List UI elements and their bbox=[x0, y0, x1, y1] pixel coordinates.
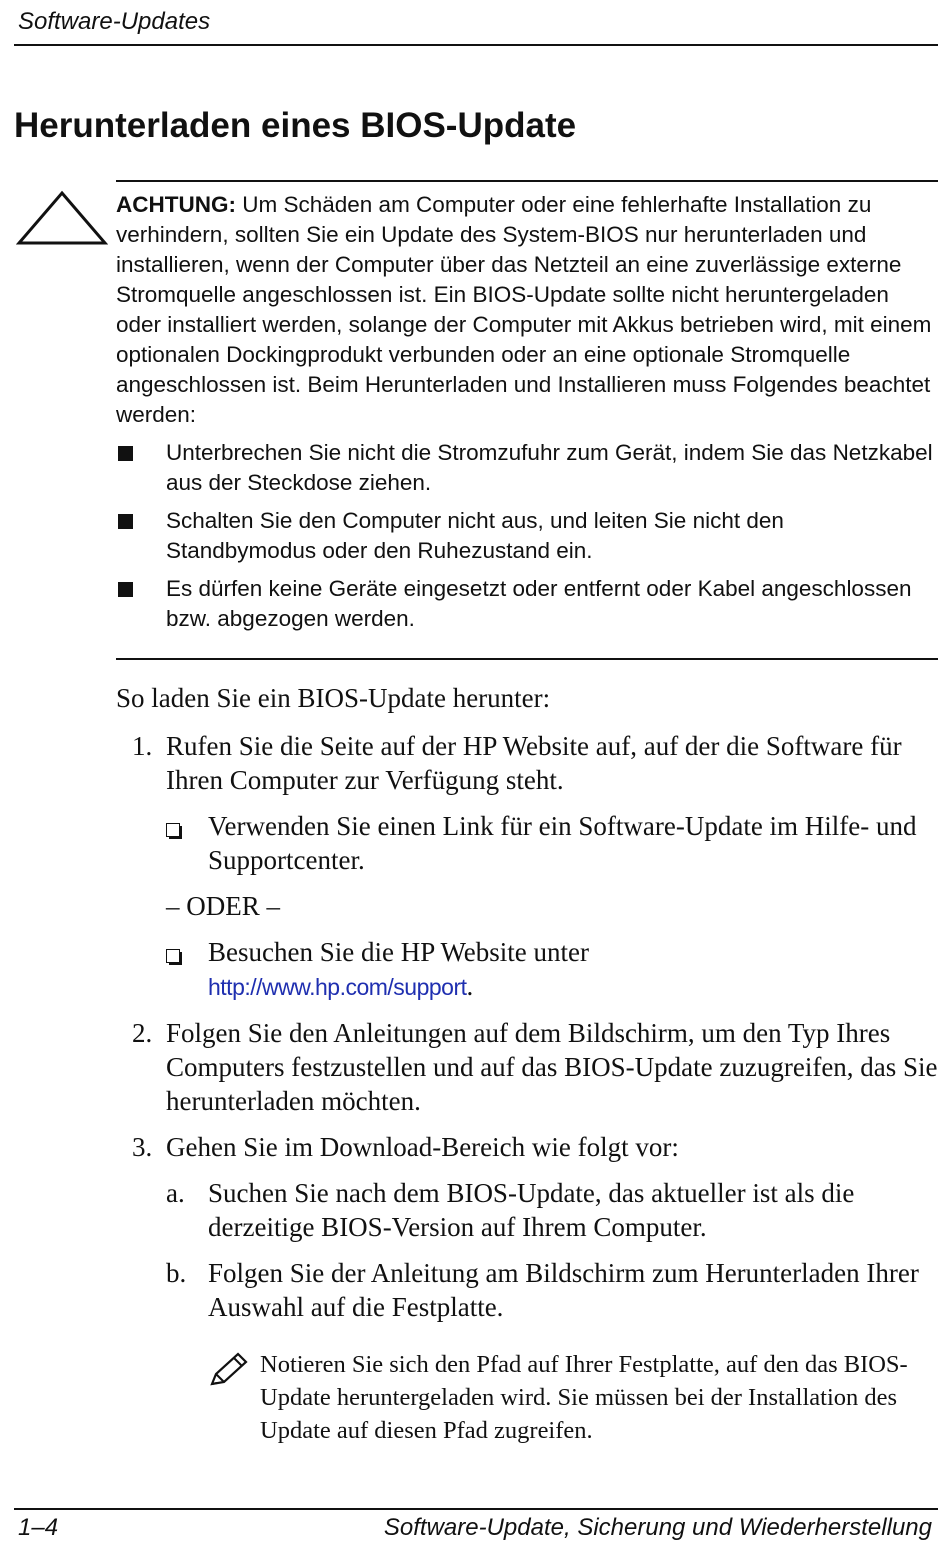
option-item bbox=[166, 935, 940, 1004]
option-item bbox=[166, 809, 940, 877]
step-2 bbox=[116, 1016, 940, 1118]
support-link[interactable]: http://www.hp.com/support bbox=[208, 974, 467, 1000]
page-number: 1–4 bbox=[18, 1514, 59, 1541]
checkbox-bullet-icon bbox=[166, 949, 180, 963]
footer-rule bbox=[14, 1508, 938, 1510]
bullet-square-icon bbox=[118, 582, 133, 597]
pencil-note-icon bbox=[208, 1352, 248, 1388]
page-title: Herunterladen eines BIOS-Update bbox=[14, 106, 577, 145]
caution-bullet bbox=[116, 574, 940, 634]
caution-text: Um Schäden am Computer oder eine fehlerhafte Installation zu verhindern, sollten Sie ein Update des System-BIOS nur herunterladen und installieren, wenn der Computer über das Netzteil an eine zuverlässige externe Stromquelle angeschlossen ist. Ein BIOS-Update sollte nicht heruntergeladen oder installiert werden, solange der Computer mit Akkus betrieben wird, mit einem optionalen Dockingprodukt verbunden oder an eine optionale Stromquelle angeschlossen ist. Beim Herunterladen und Installieren muss Folgendes beachtet werden: bbox=[116, 192, 932, 427]
step-text: Folgen Sie den Anleitungen auf dem Bildschirm, um den Typ Ihres Computers festzustellen und auf das BIOS-Update zuzugreifen, das Sie herunterladen möchten. bbox=[166, 1018, 938, 1116]
steps-list bbox=[116, 729, 940, 1336]
substep-b bbox=[166, 1256, 940, 1324]
note-box bbox=[208, 1348, 908, 1447]
header-rule bbox=[14, 44, 938, 46]
caution-bottom-rule bbox=[116, 658, 938, 660]
step-1 bbox=[116, 729, 940, 1004]
procedure-intro: So laden Sie ein BIOS-Update herunter: bbox=[116, 683, 551, 713]
substep-letter: b. bbox=[166, 1258, 187, 1288]
checkbox-bullet-icon bbox=[166, 823, 180, 837]
bullet-square-icon bbox=[118, 446, 133, 461]
step-number: 2. bbox=[132, 1018, 153, 1048]
caution-label: ACHTUNG: bbox=[116, 192, 236, 217]
footer-title: Software-Update, Sicherung und Wiederherstellung bbox=[383, 1514, 932, 1541]
caution-bullet-text: Schalten Sie den Computer nicht aus, und leiten Sie nicht den Standbymodus oder den Ruhezustand ein. bbox=[166, 508, 784, 563]
running-header: Software-Updates bbox=[18, 8, 211, 35]
caution-top-rule bbox=[116, 180, 938, 182]
substep-letter: a. bbox=[166, 1178, 185, 1208]
substep-a bbox=[166, 1176, 940, 1244]
caution-paragraph bbox=[116, 190, 940, 430]
caution-box bbox=[116, 190, 940, 634]
substep-text: Folgen Sie der Anleitung am Bildschirm zum Herunterladen Ihrer Auswahl auf die Festplatte. bbox=[208, 1258, 919, 1322]
caution-bullet bbox=[116, 438, 940, 498]
note-text: Notieren Sie sich den Pfad auf Ihrer Festplatte, auf den das BIOS-Update heruntergeladen wird. Sie müssen bei der Installation des Update auf diesen Pfad zugreifen. bbox=[260, 1351, 908, 1444]
caution-bullet-text: Es dürfen keine Geräte eingesetzt oder entfernt oder Kabel angeschlossen bzw. abgezogen werden. bbox=[166, 576, 912, 631]
substep-text: Suchen Sie nach dem BIOS-Update, das aktueller ist als die derzeitige BIOS-Version auf Ihrem Computer. bbox=[208, 1178, 855, 1242]
step-text: Rufen Sie die Seite auf der HP Website auf, auf der die Software für Ihren Computer zur Verfügung steht. bbox=[166, 731, 902, 795]
or-separator: – ODER – bbox=[166, 891, 280, 921]
step-number: 3. bbox=[132, 1132, 153, 1162]
warning-triangle-icon bbox=[16, 190, 108, 246]
link-period: . bbox=[466, 971, 474, 1001]
caution-bullet bbox=[116, 506, 940, 566]
step-3 bbox=[116, 1130, 940, 1324]
option-text: Verwenden Sie einen Link für ein Software-Update im Hilfe- und Supportcenter. bbox=[208, 811, 917, 875]
option-text: Besuchen Sie die HP Website unter bbox=[208, 937, 590, 967]
caution-bullet-text: Unterbrechen Sie nicht die Stromzufuhr zum Gerät, indem Sie das Netzkabel aus der Steckdose ziehen. bbox=[166, 440, 933, 495]
step-number: 1. bbox=[132, 731, 153, 761]
bullet-square-icon bbox=[118, 514, 133, 529]
step-text: Gehen Sie im Download-Bereich wie folgt vor: bbox=[166, 1132, 679, 1162]
